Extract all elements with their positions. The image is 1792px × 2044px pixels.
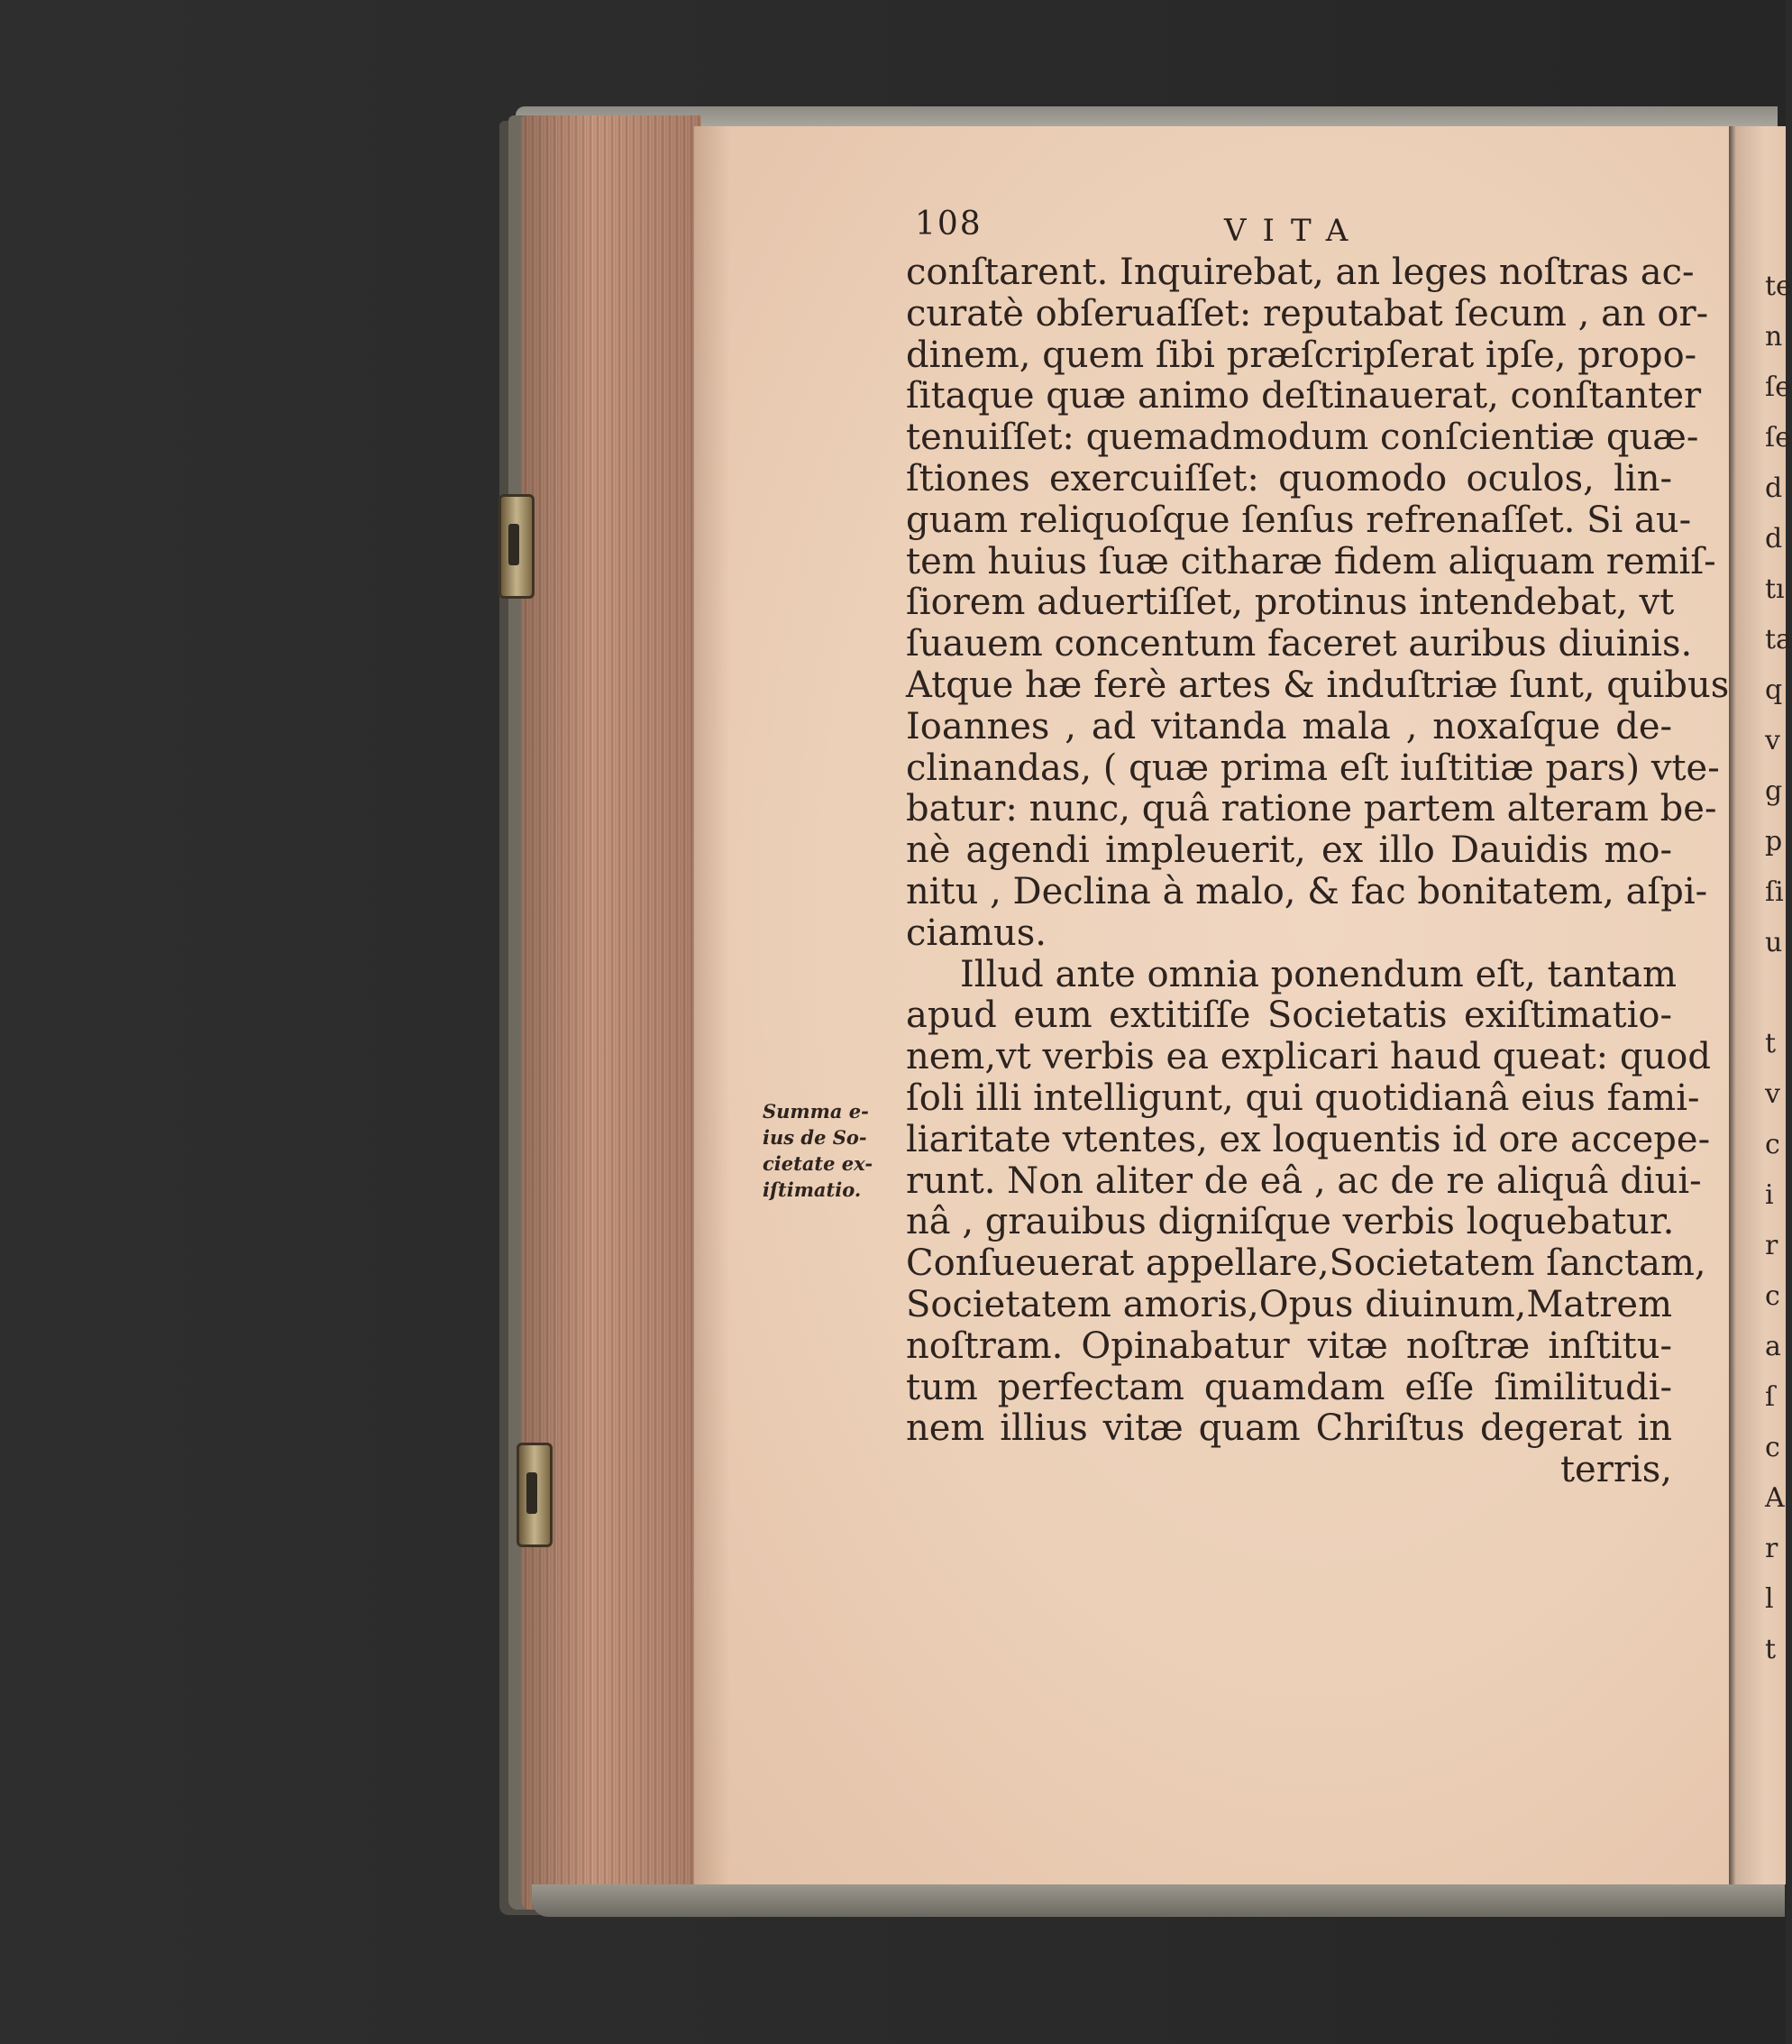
text-line: dinem, quem ſibi præſcripſerat ipſe, propo- — [906, 334, 1697, 376]
catchword: terris, — [1559, 1449, 1672, 1491]
facing-page-letter: r — [1765, 1230, 1778, 1261]
margin-note-line: cietate ex- — [763, 1152, 873, 1175]
text-line: ciamus. — [906, 912, 1047, 954]
text-line: nè agendi impleuerit, ex illo Dauidis mo- — [906, 830, 1672, 872]
facing-page-letter: v — [1765, 725, 1780, 756]
text-line: ſoli illi intelligunt, qui quotidianâ eius fami- — [906, 1077, 1700, 1119]
text-line: nitu , Declina à malo, & fac bonitatem, aſpi- — [906, 870, 1708, 912]
text-line: runt. Non aliter de eâ , ac de re aliquâ diui- — [906, 1159, 1702, 1202]
text-line: nâ , grauibus digniſque verbis loquebatur. — [906, 1201, 1675, 1243]
facing-page-letter: c — [1765, 1129, 1780, 1160]
text-line: liaritate vtentes, ex loquentis id ore accepe- — [906, 1118, 1711, 1160]
text-line: noſtram. Opinabatur vitæ noſtræ inſtitu- — [906, 1324, 1672, 1367]
facing-page-letter: te — [1765, 270, 1792, 302]
facing-page-letter: p — [1765, 826, 1783, 857]
facing-page-letter: r — [1765, 1533, 1778, 1564]
text-line: conſtarent. Inquirebat, an leges noſtras ac- — [906, 252, 1695, 293]
facing-page-letter: t — [1765, 1028, 1777, 1059]
facing-page-letter: i — [1765, 1179, 1774, 1211]
text-line: nem illius vitæ quam Chriſtus degerat in — [906, 1407, 1672, 1450]
text-line: ſiorem aduertiſſet, protinus intendebat, vt — [906, 582, 1675, 624]
facing-page-letter: d — [1765, 472, 1783, 504]
page-gutter — [694, 126, 730, 1884]
text-line: Conſueuerat appellare,Societatem ſanctam, — [906, 1242, 1706, 1285]
facing-page-letter: ſ — [1765, 1381, 1776, 1413]
facing-page-letter: tı — [1765, 573, 1785, 605]
facing-page-letter: u — [1765, 927, 1783, 958]
facing-page-letter: l — [1765, 1583, 1774, 1615]
text-line: Ioannes , ad vitanda mala , noxaſque de- — [906, 705, 1672, 747]
text-line: curatè obſeruaſſet: reputabat ſecum , an or- — [906, 292, 1709, 335]
text-line: Atque hæ ferè artes & induſtriæ ſunt, quibus — [906, 664, 1730, 706]
clasp-upper — [498, 494, 535, 599]
facing-page-letter: t — [1765, 1634, 1777, 1665]
running-title: VITA — [1224, 213, 1365, 249]
facing-page-letter: v — [1765, 1078, 1780, 1110]
text-line: apud eum extitiſſe Societatis exiſtimatio- — [906, 995, 1672, 1037]
text-line: batur: nunc, quâ ratione partem alteram be- — [906, 788, 1717, 830]
text-line: nem,vt verbis ea explicari haud queat: quod — [906, 1036, 1711, 1078]
text-line: ſtiones exercuiſſet: quomodo oculos, lin- — [906, 457, 1672, 500]
facing-page-letter — [1765, 968, 1786, 1019]
text-line: ſuauem concentum faceret auribus diuinis. — [906, 623, 1693, 665]
text-line: tenuiſſet: quemadmodum conſcientiæ quæ- — [906, 417, 1699, 459]
page-number: 108 — [915, 206, 983, 243]
margin-note-line: ius de So- — [763, 1126, 867, 1149]
text-line: ſitaque quæ animo deſtinauerat, conſtanter — [906, 375, 1702, 417]
page-edges-shade — [521, 115, 701, 1910]
facing-page-letter: ſi — [1765, 876, 1784, 908]
facing-page-letters — [1765, 261, 1792, 1675]
facing-page-letter: ſe — [1765, 422, 1791, 454]
facing-page-letter: g — [1765, 775, 1783, 807]
text-line: Illud ante omnia ponendum eſt, tantam — [960, 953, 1678, 995]
facing-page-letter: a — [1765, 1331, 1781, 1362]
margin-note-line: Summa e- — [763, 1100, 869, 1123]
facing-page-letter: c — [1765, 1280, 1780, 1312]
facing-page-letter: q — [1765, 674, 1783, 706]
text-line: clinandas, ( quæ prima eſt iuſtitiæ pars) vte- — [906, 747, 1720, 789]
text-line: Societatem amoris,Opus diuinum,Matrem — [906, 1283, 1672, 1325]
facing-page-letter: A — [1765, 1482, 1785, 1514]
facing-page-letter: n — [1765, 321, 1783, 353]
margin-note — [763, 1098, 898, 1203]
clasp-lower — [517, 1443, 553, 1547]
facing-page-letter: c — [1765, 1432, 1780, 1463]
text-line: guam reliquoſque ſenſus refrenaſſet. Si au- — [906, 499, 1692, 541]
body-text — [906, 252, 1730, 1491]
facing-page-letter: ſe — [1765, 371, 1791, 403]
text-line: tum perfectam quamdam eſſe ſimilitudi- — [906, 1366, 1672, 1408]
facing-page-letter: d — [1765, 523, 1783, 555]
book-bottom-edge — [532, 1884, 1785, 1917]
text-line: tem huius ſuæ citharæ fidem aliquam remiſ- — [906, 540, 1716, 582]
margin-note-line: iſtimatio. — [763, 1178, 862, 1201]
facing-page-letter: ta — [1765, 624, 1792, 655]
